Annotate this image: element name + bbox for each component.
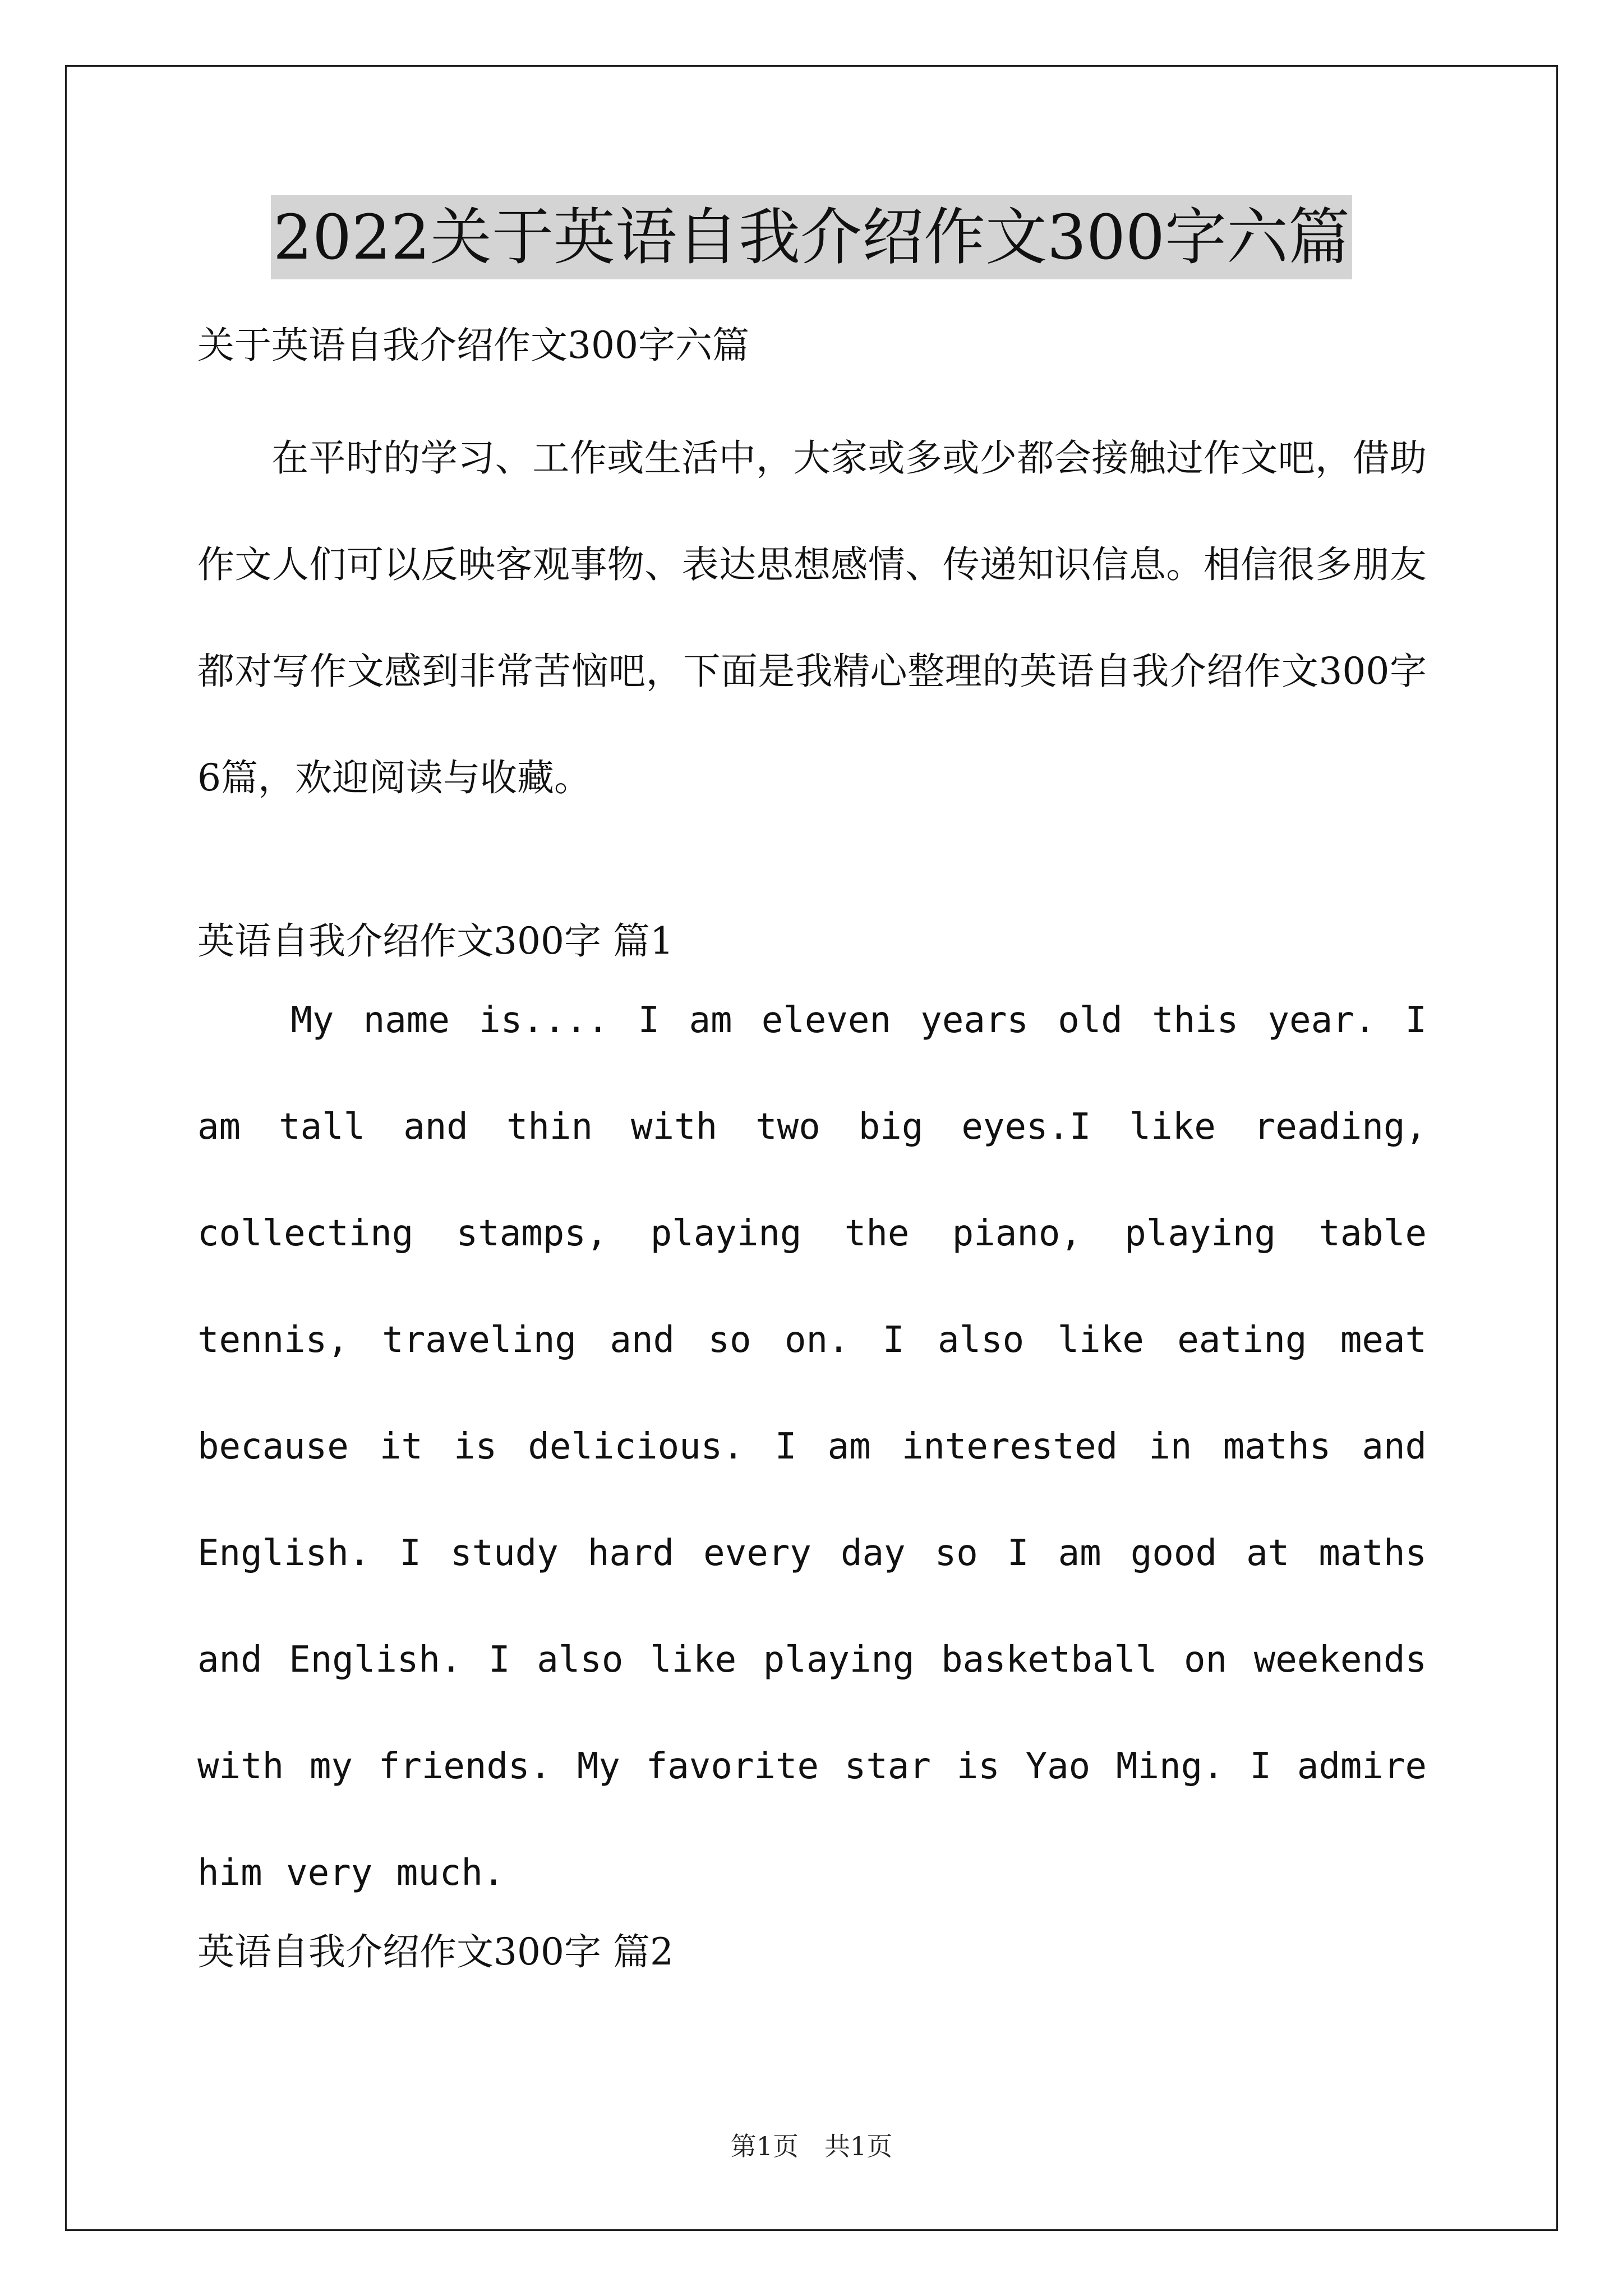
title-container [0, 195, 1623, 279]
document-subtitle: 关于英语自我介绍作文300字六篇 [197, 324, 749, 367]
section-heading-2: 英语自我介绍作文300字 篇2 [197, 1930, 674, 1973]
document-title: 2022关于英语自我介绍作文300字六篇 [271, 195, 1352, 279]
section-heading-1: 英语自我介绍作文300字 篇1 [197, 919, 674, 963]
page-footer: 第1页 共1页 [730, 2131, 893, 2161]
section-body-1: My name is.... I am eleven years old this year. I am tall and thin with two big eyes.I like reading, collecting stamps, playing the piano, playing table tennis, traveling and so on. I also like eating meat because it is delicious. I am interested in maths and English. I study hard every day so I am good at maths and English. I also like playing basketball on weekends with my friends. My favorite star is Yao Ming. I admire him very much. [197, 1000, 1427, 1894]
document-body [197, 303, 1427, 1978]
intro-paragraph: 在平时的学习、工作或生活中，大家或多或少都会接触过作文吧，借助作文人们可以反映客观事物、表达思想感情、传递知识信息。相信很多朋友都对写作文感到非常苦恼吧，下面是我精心整理的英语自我介绍作文300字6篇，欢迎阅读与收藏。 [197, 436, 1427, 799]
